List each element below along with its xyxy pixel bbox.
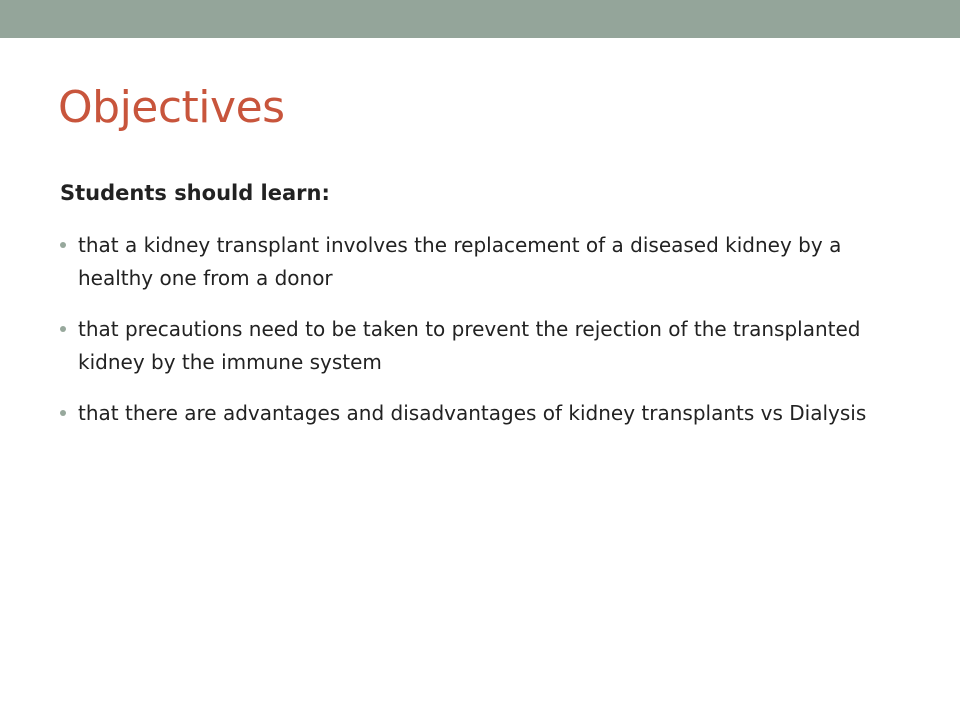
bullet-icon [60, 242, 66, 248]
bullet-text: that a kidney transplant involves the replacement of a diseased kidney by a healthy one from a donor [78, 233, 842, 290]
bullet-icon [60, 410, 66, 416]
top-accent-bar [0, 0, 960, 38]
lead-text: Students should learn: [60, 181, 330, 205]
list-item [60, 397, 920, 430]
list-item [60, 229, 920, 295]
bullet-icon [60, 326, 66, 332]
list-item [60, 313, 920, 379]
slide-content [60, 172, 920, 448]
slide-title: Objectives [58, 82, 285, 133]
objectives-list [60, 229, 920, 430]
bullet-text: that precautions need to be taken to prevent the rejection of the transplanted kidney by the immune system [78, 317, 861, 374]
bullet-text: that there are advantages and disadvantages of kidney transplants vs Dialysis [78, 401, 867, 425]
